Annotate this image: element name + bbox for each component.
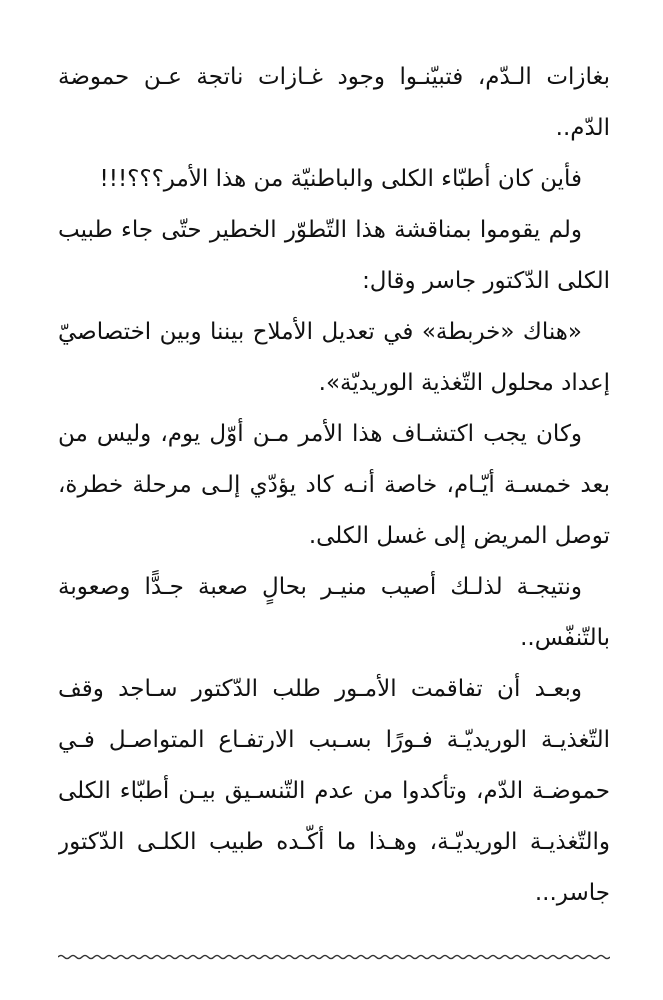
text-line: التّغذيـة الوريديّـة فـورًا بسـبب الارتفـاع المتواصـل فـي	[58, 727, 610, 753]
text-line: ولم يقوموا بمناقشة هذا التّطوّر الخطير حتّى جاء طبيب	[58, 217, 582, 243]
text-line: حموضـة الدّم، وتأكدوا من عدم التّنسـيق بيـن أطبّاء الكلى	[58, 778, 610, 804]
text-line: إعداد محلول التّغذية الوريديّة».	[318, 370, 610, 396]
text-line: توصل المريض إلى غسل الكلى.	[308, 523, 610, 549]
text-line: ونتيجـة لذلـك أصيب منيـر بحالٍ صعبة جـدًّا وصعوبة	[58, 574, 582, 600]
text-line: بعد خمسـة أيّـام، خاصة أنـه كاد يؤدّي إلـى مرحلة خطرة،	[58, 472, 610, 498]
text-line: وبعـد أن تفاقمت الأمـور طلب الدّكتور سـاجد وقف	[58, 676, 582, 702]
text-line: بالتّنفّس..	[520, 625, 610, 651]
text-line: «هناك «خربطة» في تعديل الأملاح بيننا وبين اختصاصيّ	[58, 319, 582, 345]
text-line: والتّغذيـة الوريديّـة، وهـذا ما أكّـده طبيب الكلـى الدّكتور	[58, 829, 610, 855]
text-line: جاسر...	[534, 880, 610, 906]
wavy-divider-icon	[58, 948, 610, 966]
text-line: الكلى الدّكتور جاسر وقال:	[362, 268, 610, 294]
text-line: الدّم..	[555, 115, 610, 141]
text-line: وكان يجب اكتشـاف هذا الأمر مـن أوّل يوم، وليس من	[58, 421, 582, 447]
text-line: بغازات الـدّم، فتبيّنـوا وجود غـازات ناتجة عـن حموضة	[58, 64, 610, 90]
text-line: فأين كان أطبّاء الكلى والباطنيّة من هذا الأمر؟؟؟!!!	[99, 166, 582, 192]
page-body	[58, 52, 610, 942]
